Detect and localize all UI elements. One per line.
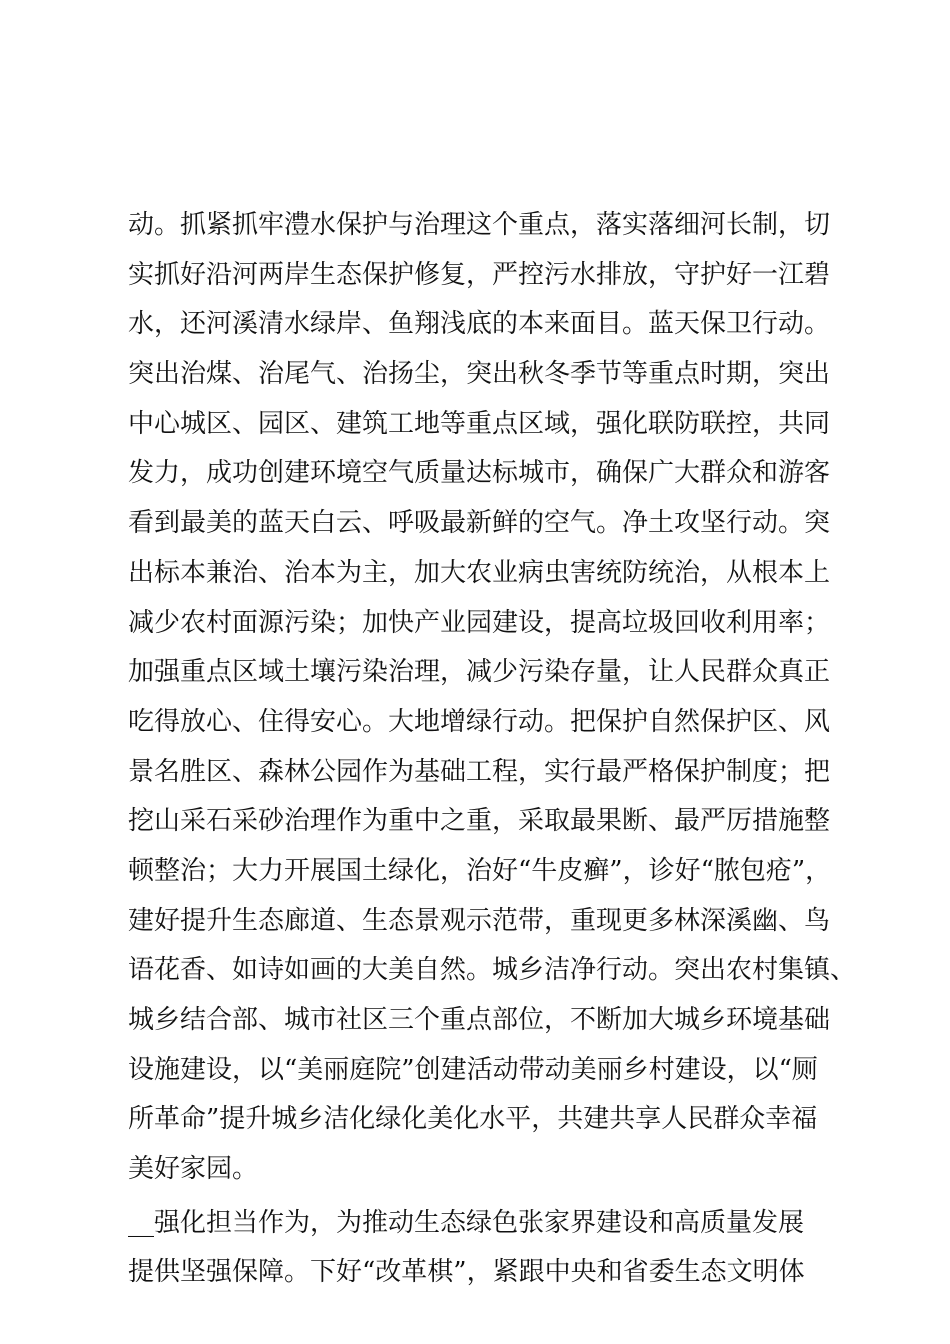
text-line: 吃得放心、住得安心。大地增绿行动。把保护自然保护区、风 (128, 706, 831, 737)
text-line: 提供坚强保障。下好“改革棋”，紧跟中央和省委生态文明体 (128, 1257, 805, 1288)
text-line: 顿整治；大力开展国土绿化，治好“牛皮癣”，诊好“脓包疮”， (128, 855, 832, 886)
text-line: 语花香、如诗如画的大美自然。城乡洁净行动。突出农村集镇、 (128, 955, 857, 986)
text-line: 动。抓紧抓牢澧水保护与治理这个重点，落实落细河长制，切 (128, 210, 831, 240)
text-line: 景名胜区、森林公园作为基础工程，实行最严格保护制度；把 (128, 756, 831, 787)
text-line: 实抓好沿河两岸生态保护修复，严控污水排放，守护好一江碧 (128, 259, 831, 290)
text-line: 水，还河溪清水绿岸、鱼翔浅底的本来面目。蓝天保卫行动。 (128, 309, 831, 340)
text-line: 中心城区、园区、建筑工地等重点区域，强化联防联控，共同 (128, 408, 831, 439)
body-text (128, 201, 868, 1298)
text-line: 挖山采石采砂治理作为重中之重，采取最果断、最严厉措施整 (128, 806, 831, 837)
text-line: 发力，成功创建环境空气质量达标城市，确保广大群众和游客 (128, 458, 831, 489)
text-line: 设施建设，以“美丽庭院”创建活动带动美丽乡村建设，以“厕 (128, 1054, 818, 1085)
text-line: 看到最美的蓝天白云、呼吸最新鲜的空气。净土攻坚行动。突 (128, 508, 831, 539)
text-line: 减少农村面源污染；加快产业园建设，提高垃圾回收利用率； (128, 607, 831, 638)
text-line: 加强重点区域土壤污染治理，减少污染存量，让人民群众真正 (128, 657, 831, 688)
text-line: 突出治煤、治尾气、治扬尘，突出秋冬季节等重点时期，突出 (128, 359, 831, 390)
text-line: 城乡结合部、城市社区三个重点部位，不断加大城乡环境基础 (128, 1005, 831, 1035)
text-line: 出标本兼治、治本为主，加大农业病虫害统防统治，从根本上 (128, 557, 831, 588)
text-line: 美好家园。 (128, 1154, 259, 1185)
section-heading-line: __强化担当作为，为推动生态绿色张家界建设和高质量发展 (128, 1207, 805, 1238)
text-line: 所革命”提升城乡洁化绿化美化水平，共建共享人民群众幸福 (128, 1104, 818, 1135)
text-line: 建好提升生态廊道、生态景观示范带，重现更多林深溪幽、鸟 (128, 905, 831, 936)
